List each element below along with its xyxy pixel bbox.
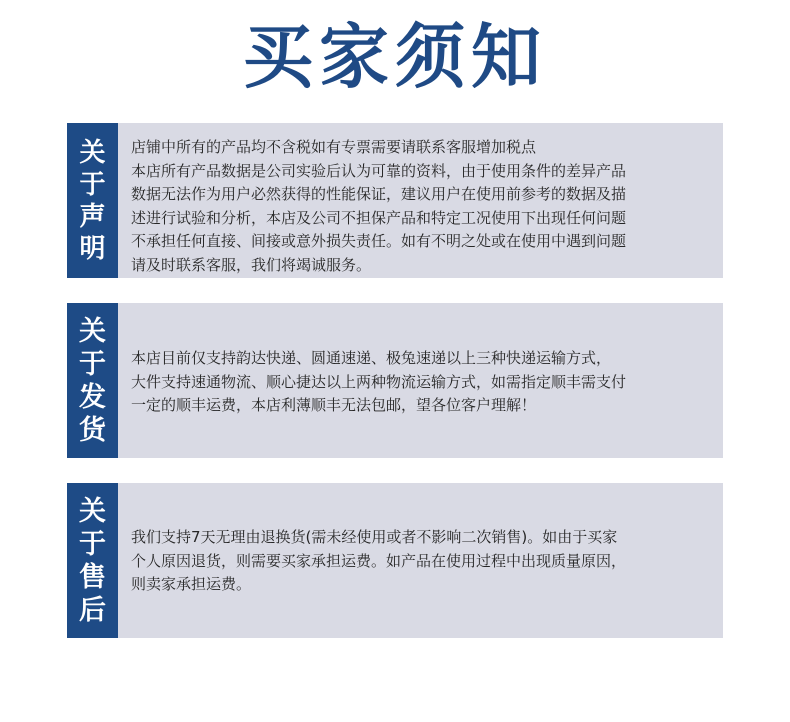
section-after-sales [67,483,723,638]
page-title: 买家须知 [243,16,547,98]
section-text-shipping: 本店目前仅支持韵达快递、圆通速递、极兔速递以上三种快递运输方式， 大件支持速通物流、顺心捷达以上两种物流运输方式，如需指定顺丰需支付 一定的顺丰运费，本店利薄顺丰无法包邮，望各位客户理解！ [131,349,627,414]
label-char: 于 [79,528,106,560]
section-label-shipping [67,303,118,458]
section-label-statement [67,123,118,278]
label-char: 于 [79,169,106,200]
section-text-statement: 店铺中所有的产品均不含税如有专票需要请联系客服增加税点 本店所有产品数据是公司实验后认为可靠的资料，由于使用条件的差异产品 数据无法作为用户必然获得的性能保证，建议用户在使用前参考的数据及描 述进行试验和分析，本店及公司不担保产品和特定工况使用下出现任何问题 不承担任何直接、间接或意外损失责任。如有不明之处或在使用中遇到问题 请及时联系客服，我们将竭诚服务。 [131,138,627,274]
label-char: 明 [79,233,106,264]
label-char: 后 [79,594,106,626]
label-char: 关 [79,495,106,527]
label-char: 于 [79,348,106,380]
label-char: 关 [79,137,106,168]
section-statement [67,123,723,278]
label-char: 发 [79,381,106,413]
label-char: 售 [79,561,106,593]
label-char: 关 [79,315,106,347]
section-text-after-sales: 我们支持7天无理由退换货(需未经使用或者不影响二次销售)。如由于买家 个人原因退货，则需要买家承担运费。如产品在使用过程中出现质量原因， 则卖家承担运费。 [131,528,627,593]
label-char: 货 [79,414,106,446]
section-shipping [67,303,723,458]
label-char: 声 [79,201,106,232]
section-label-after-sales [67,483,118,638]
